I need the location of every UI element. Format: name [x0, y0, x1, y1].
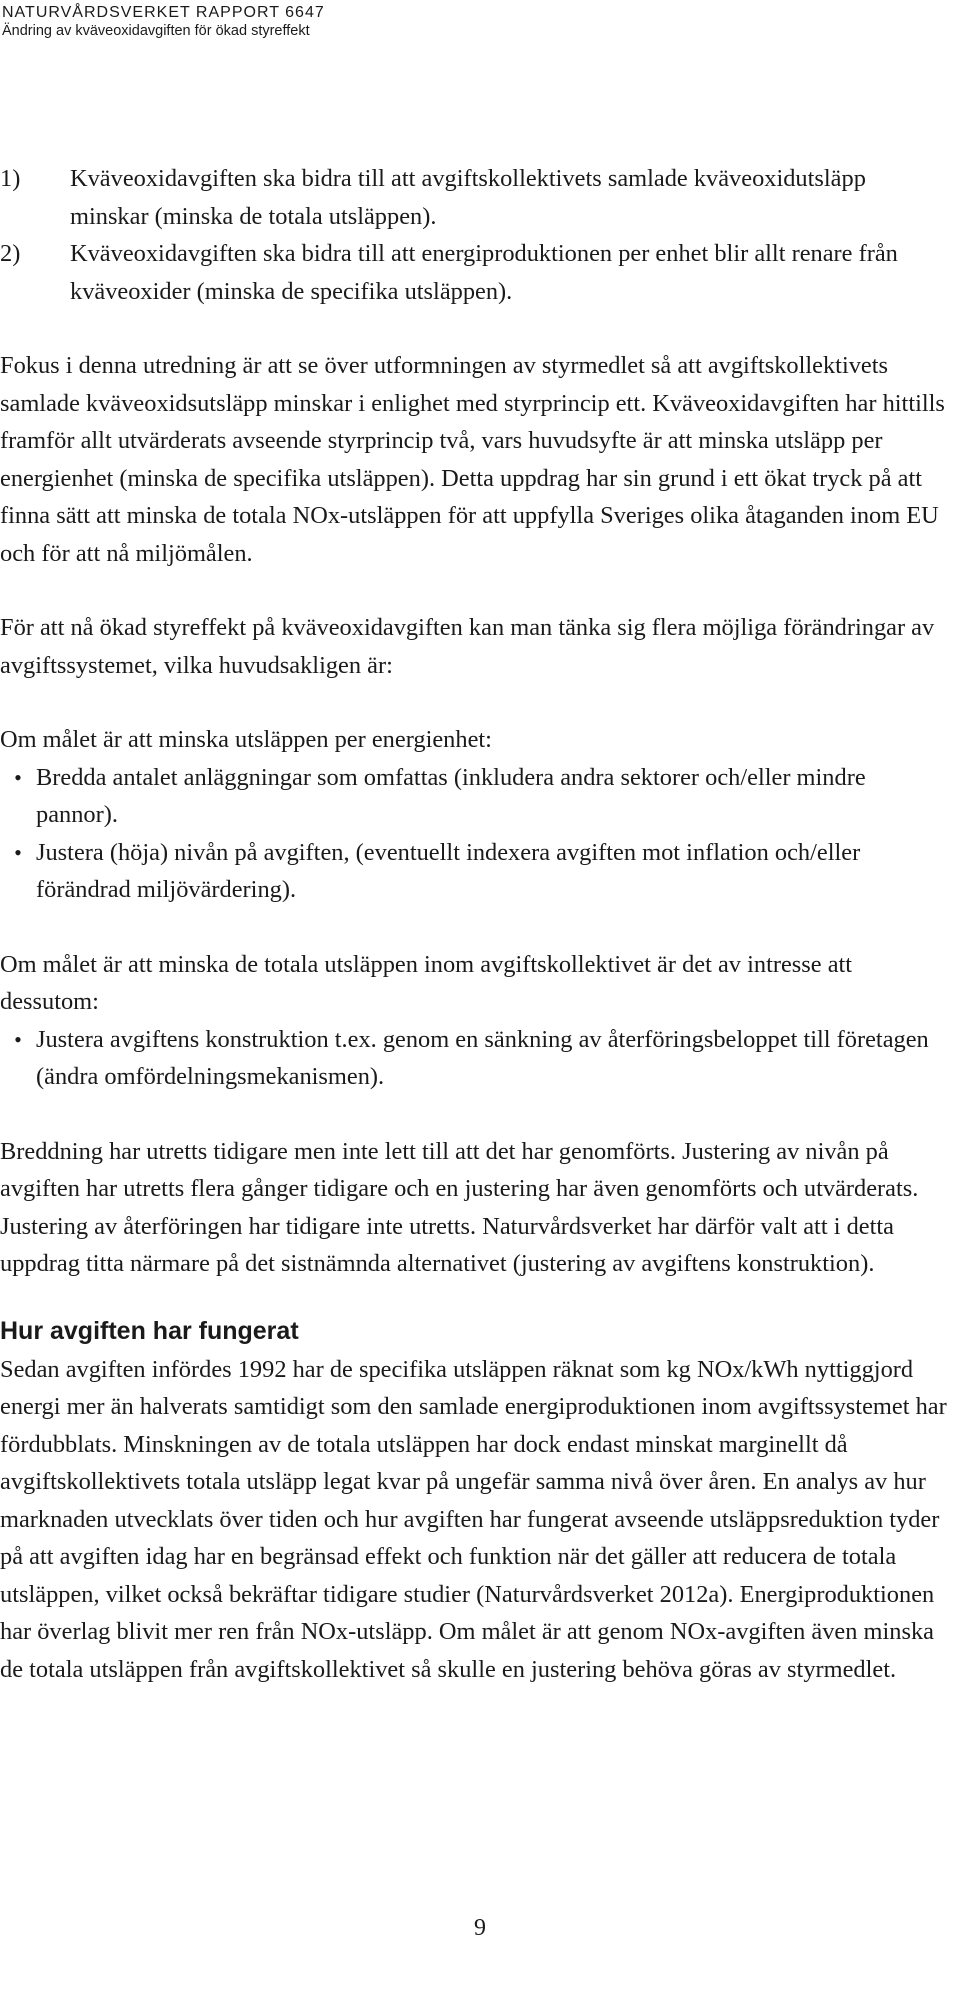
- bullet-text: Bredda antalet anläggningar som omfattas (inkludera andra sektorer och/eller mindre pannor).: [36, 763, 866, 828]
- list-item: [0, 1021, 960, 1096]
- list-item: [0, 160, 960, 235]
- page-number: 9: [474, 1915, 486, 1941]
- list-text: Kväveoxidavgiften ska bidra till att energiproduktionen per enhet blir allt renare från kväveoxider (minska de specifika utsläppen).: [70, 240, 898, 305]
- paragraph-focus: Fokus i denna utredning är att se över utformningen av styrmedlet så att avgiftskollektivets samlade kväveoxidsutsläpp minskar i enlighet med styrprincip ett. Kväveoxidavgiften har hittills framför allt utvärderats avseende styrprincip två, vars huvudsyfte är att minska utsläpp per energienhet (minska de specifika utsläppen). Detta uppdrag har sin grund i ett ökat tryck på att finna sätt att minska de totala NOx-utsläppen för att uppfylla Sveriges olika åtaganden inom EU och för att nå miljömålen.: [0, 352, 945, 567]
- intro-total-emissions: Om målet är att minska de totala utsläppen inom avgiftskollektivet är det av intresse att dessutom:: [0, 950, 853, 1015]
- report-subtitle: Ändring av kväveoxidavgiften för ökad styreffekt: [2, 23, 310, 39]
- bullet-list-b: [0, 1021, 960, 1096]
- numbered-list: [0, 160, 960, 310]
- paragraph-history: Sedan avgiften infördes 1992 har de specifika utsläppen räknat som kg NOx/kWh nyttiggjord energi mer än halverats samtidigt som den samlade energiproduktionen inom avgiftssystemet har fördubblats. Minskningen av de totala utsläppen har dock endast minskat marginellt då avgiftskollektivets totala utsläpp legat kvar på ungefär samma nivå över åren. En analys av hur marknaden utvecklats över tiden och hur avgiften har fungerat avseende utsläppsreduktion tyder på att avgiften idag har en begränsad effekt och funktion när det gäller att reducera de totala utsläppen, vilket också bekräftar tidigare studier (Naturvårdsverket 2012a). Energiproduktionen har överlag blivit mer ren från NOx-utsläpp. Om målet är att genom NOx-avgiften även minska de totala utsläppen från avgiftskollektivet så skulle en justering behöva göras av styrmedlet.: [0, 1355, 947, 1683]
- paragraph-breddning: Breddning har utretts tidigare men inte lett till att det har genomförts. Justering av nivån på avgiften har utretts flera gånger tidigare och en justering har även genomförts och utvärderats. Justering av återföringen har tidigare inte utretts. Naturvårdsverket har därför valt att i detta uppdrag titta närmare på det sistnämnda alternativet (justering av avgiftens konstruktion).: [0, 1137, 919, 1277]
- list-item: [0, 759, 960, 834]
- list-text: Kväveoxidavgiften ska bidra till att avgiftskollektivets samlade kväveoxidutsläpp minskar (minska de totala utsläppen).: [70, 165, 866, 230]
- bullet-text: Justera avgiftens konstruktion t.ex. genom en sänkning av återföringsbeloppet till företagen (ändra omfördelningsmekanismen).: [36, 1025, 929, 1090]
- list-number: 2): [0, 240, 21, 267]
- report-title: NATURVÅRDSVERKET RAPPORT 6647: [2, 4, 325, 21]
- list-number: 1): [0, 165, 21, 192]
- list-item: [0, 235, 960, 310]
- bullet-list-a: [0, 759, 960, 909]
- bullet-text: Justera (höja) nivån på avgiften, (eventuellt indexera avgiften mot inflation och/eller förändrad miljövärdering).: [36, 838, 861, 903]
- bullet-icon: •: [14, 1026, 22, 1052]
- paragraph-changes: För att nå ökad styreffekt på kväveoxidavgiften kan man tänka sig flera möjliga förändringar av avgiftssystemet, vilka huvudsakligen är:: [0, 614, 935, 679]
- bullet-icon: •: [14, 764, 22, 790]
- intro-per-energy: Om målet är att minska utsläppen per energienhet:: [0, 726, 492, 753]
- page-header: [0, 4, 960, 40]
- bullet-icon: •: [14, 839, 22, 865]
- page-body: [0, 160, 960, 1688]
- list-item: [0, 834, 960, 909]
- section-heading: Hur avgiften har fungerat: [0, 1316, 299, 1345]
